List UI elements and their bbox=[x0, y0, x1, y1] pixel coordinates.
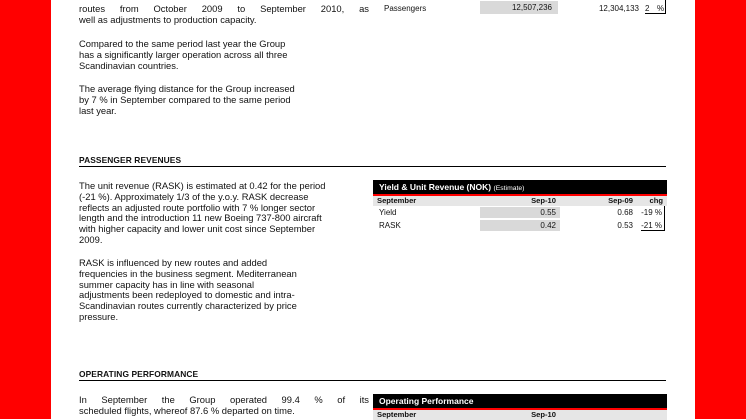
yield-table-title: Yield & Unit Revenue (NOK) (Estimate) bbox=[373, 180, 667, 194]
intro-line-1: routes from October 2009 to September 2010, as bbox=[79, 2, 369, 14]
operating-performance-paragraph: In September the Group operated 99.4 % of its scheduled flights, whereof 87.6 % departed on time. bbox=[79, 394, 369, 416]
rask-paragraph: The unit revenue (RASK) is estimated at 0.42 for the period (-21 %). Approximately 1/3 of the y.o.y. RASK decrease reflects an adjusted route portfolio with 7 % longer sector length and the introduction 11 new Boeing 737-800 aircraft with higher capacity and lower unit cost since September 2009. bbox=[79, 180, 326, 245]
section-divider bbox=[79, 380, 666, 381]
passengers-change bbox=[645, 0, 666, 14]
intro-paragraph bbox=[79, 0, 369, 25]
section-divider bbox=[79, 166, 666, 167]
right-red-border bbox=[695, 0, 746, 419]
flying-distance-paragraph: The average flying distance for the Group increased by 7 % in September compared to the same period last year. bbox=[79, 83, 295, 116]
table-row: Yield 0.55 0.68 -19 % bbox=[373, 206, 667, 219]
op-table-header: September Sep-10 bbox=[373, 410, 667, 420]
passengers-label: Passengers bbox=[384, 4, 427, 13]
table-row: RASK 0.42 0.53 -21 % bbox=[373, 219, 667, 232]
passengers-change-value: 2 bbox=[645, 4, 650, 13]
yield-table-header: September Sep-10 Sep-09 chg bbox=[373, 196, 667, 206]
report-page bbox=[51, 0, 695, 419]
passengers-previous: 12,304,133 bbox=[598, 4, 639, 13]
group-comparison-paragraph: Compared to the same period last year the Group has a significantly larger operation across all three Scandinavian countries. bbox=[79, 38, 288, 71]
passenger-revenues-heading: PASSENGER REVENUES bbox=[79, 155, 182, 165]
rask-influence-paragraph: RASK is influenced by new routes and added frequencies in the business segment. Mediterranean summer capacity has in line with seasonal adjustments been redeployed to domestic and intra- Scandinavian routes currently characterized by price pressure. bbox=[79, 257, 297, 322]
passengers-current: 12,507,236 bbox=[480, 1, 558, 14]
yield-table-note: (Estimate) bbox=[493, 185, 525, 192]
intro-line-2: well as adjustments to production capacity. bbox=[79, 13, 257, 25]
left-red-border bbox=[0, 0, 51, 419]
operating-performance-table bbox=[373, 394, 667, 420]
op-table-title: Operating Performance bbox=[373, 394, 667, 408]
passengers-change-unit: % bbox=[657, 4, 665, 13]
operating-performance-heading: OPERATING PERFORMANCE bbox=[79, 369, 199, 379]
yield-unit-revenue-table bbox=[373, 180, 667, 232]
